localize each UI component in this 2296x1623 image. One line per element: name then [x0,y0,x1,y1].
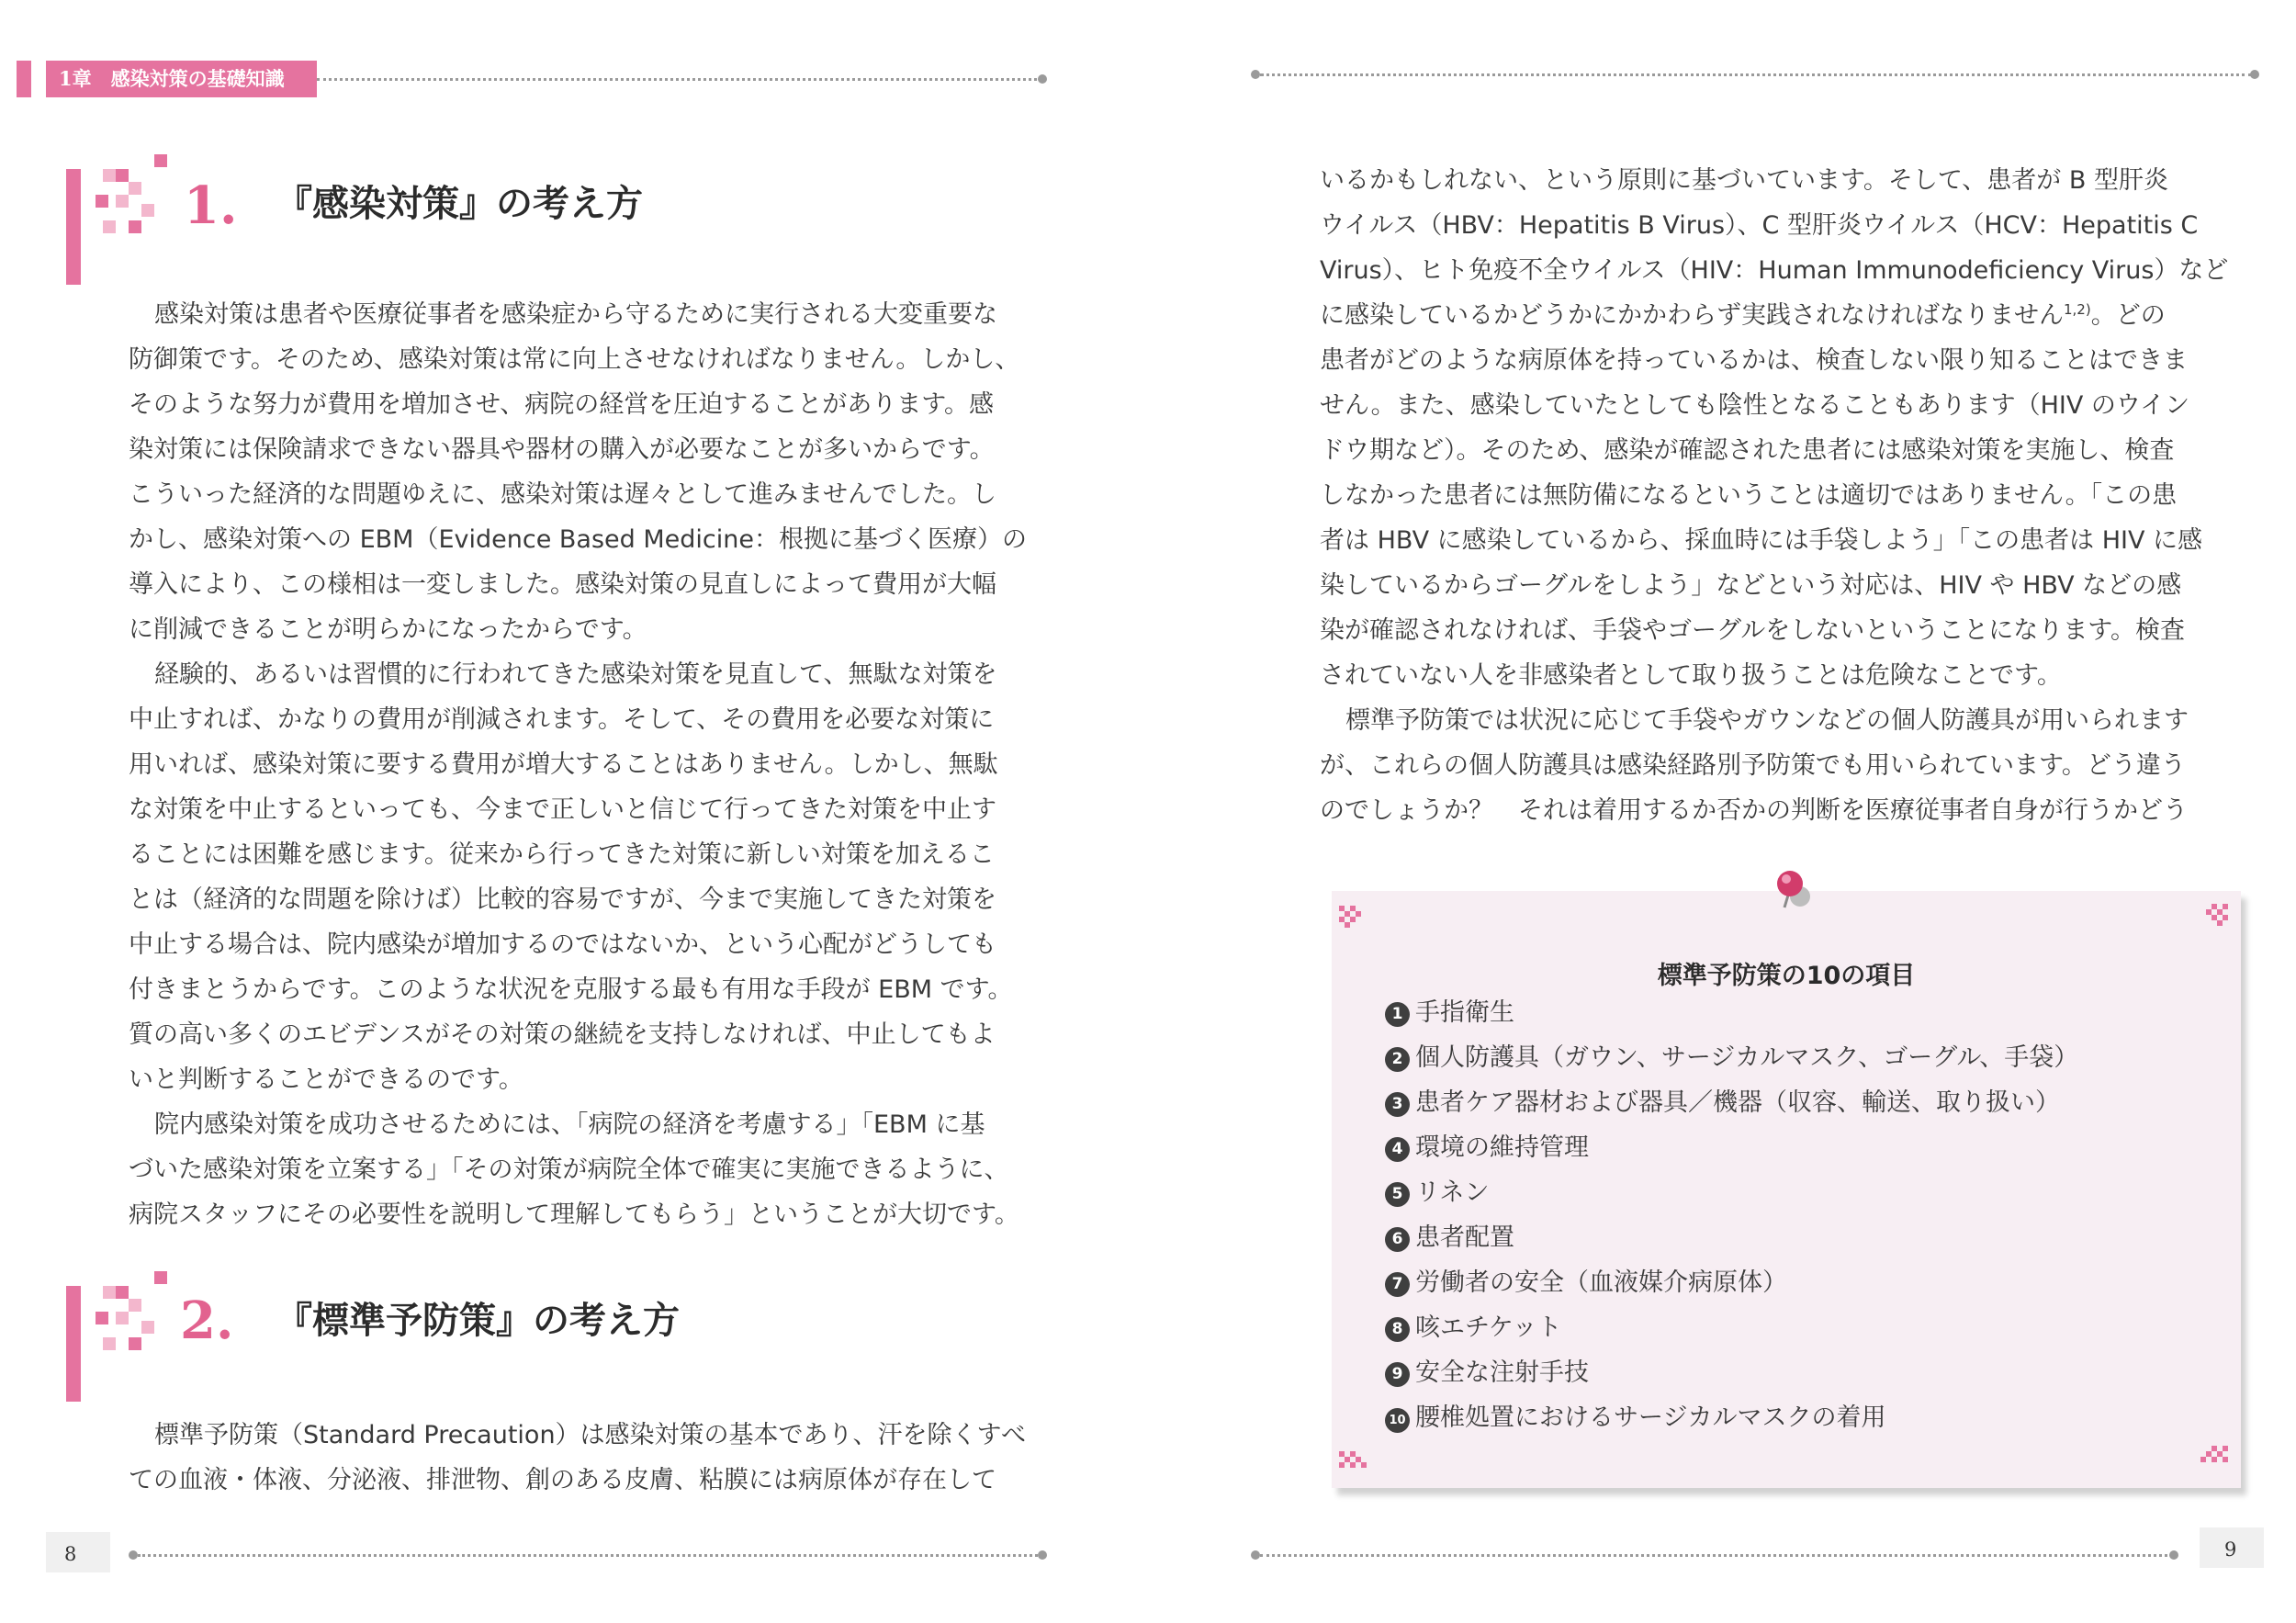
item-number-badge: 7 [1385,1272,1410,1297]
r-line-7: ドウ期など）。そのため、感染が確認された患者には感染対策を実施し、検査 [1320,436,2175,465]
item-number-badge: 6 [1385,1227,1410,1252]
box-title: 標準予防策の10の項目 [1657,962,1916,990]
s1-line-4: 染対策には保険請求できない器具や器材の購入が必要なことが多いからです。 [129,435,995,464]
s1-line-20: づいた感染対策を立案する」「その対策が病院全体で確実に実施できるように、 [129,1155,1009,1184]
footer-rule-dot-left-end [1038,1550,1047,1560]
section2-title: 『標準予防策』の考え方 [276,1299,680,1342]
item-text: 患者ケア器材および器具／機器（収容、輸送、取り扱い） [1415,1088,2060,1117]
s1-line-16: 付きまとうからです。このような状況を克服する最も有用な手段が EBM です。 [129,975,1013,1004]
list-item [1385,1224,1514,1252]
r-line-4-text: に感染しているかどうかにかかわらず実践されなければなりません [1320,301,2064,330]
s1-line-2: 防御策です。そのため、感染対策は常に向上させなければなりません。しかし、 [129,345,1020,374]
r-line-5: 患者がどのような病原体を持っているかは、検査しない限り知ることはできま [1320,346,2188,375]
s1-line-19: 院内感染対策を成功させるためには、「病院の経済を考慮する」「EBM に基 [154,1110,985,1139]
page-number-right: 9 [2224,1538,2237,1561]
s1-line-15: 中止する場合は、院内感染が増加するのではないか、という心配がどうしても [129,930,996,959]
s1-line-13: ることには困難を感じます。従来から行ってきた対策に新しい対策を加えるこ [129,840,995,869]
r-line-10: 染しているからゴーグルをしよう」などという対応は、HIV や HBV などの感 [1320,571,2182,600]
item-text: 患者配置 [1415,1223,1514,1252]
list-item [1385,1269,1787,1297]
section2-number: 2. [180,1291,234,1351]
r-line-4 [1320,302,2166,330]
s1-line-11: 用いれば、感染対策に要する費用が増大することはありません。しかし、無駄 [129,750,998,779]
s1-line-12: な対策を中止するといっても、今まで正しいと信じて行ってきた対策を中止す [129,795,996,824]
s1-line-8: に削減できることが明らかになったからです。 [129,615,647,644]
item-number-badge: 10 [1385,1408,1410,1433]
section2-bar [66,1286,81,1402]
list-item [1385,1134,1589,1162]
footer-rule-left [138,1554,1042,1557]
s1-line-18: いと判断することができるのです。 [129,1065,523,1094]
citation-ref: 1,2) [2064,301,2091,318]
r-line-2: ウイルス（HBV：Hepatitis B Virus）、C 型肝炎ウイルス（HCV：Hepatitis C [1320,211,2199,240]
page-number-left: 8 [64,1543,77,1565]
item-number-badge: 5 [1385,1182,1410,1207]
r-line-9: 者は HBV に感染しているから、採血時には手袋しよう」「この患者は HIV に感 [1320,526,2203,555]
footer-rule-dot-left [129,1550,138,1560]
item-text: 安全な注射手技 [1415,1358,1589,1387]
item-number-badge: 3 [1385,1092,1410,1117]
item-text: 腰椎処置におけるサージカルマスクの着用 [1415,1403,1886,1432]
item-text: リネン [1415,1178,1490,1207]
s2-line-2: ての血液・体液、分泌液、排泄物、創のある皮膚、粘膜には病原体が存在して [129,1466,996,1494]
s2-line-1: 標準予防策（Standard Precaution）は感染対策の基本であり、汗を除くすべ [154,1421,1027,1449]
s1-line-14: とは（経済的な問題を除けば）比較的容易ですが、今まで実施してきた対策を [129,885,996,914]
r-line-13: 標準予防策では状況に応じて手袋やガウンなどの個人防護具が用いられます [1345,706,2189,735]
s1-line-3: そのような努力が費用を増加させ、病院の経営を圧迫することがあります。感 [129,390,995,419]
s1-line-17: 質の高い多くのエビデンスがその対策の継続を支持しなければ、中止してもよ [129,1020,996,1049]
section1-title: 『感染対策』の考え方 [276,182,643,225]
header-rule-dot [1038,74,1047,84]
header-rule [317,78,1042,81]
section1-bar [66,169,81,285]
list-item [1385,1359,1589,1387]
r-line-6: せん。また、感染していたとしても陰性となることもあります（HIV のウイン [1320,391,2190,420]
header-rule-dot-right-end [2250,70,2259,79]
header-rule-right [1260,73,2252,76]
footer-rule-dot-right-end [2169,1550,2178,1560]
footer-rule-dot-right [1251,1550,1260,1560]
item-number-badge: 2 [1385,1047,1410,1072]
list-item [1385,999,1514,1027]
r-line-1: いるかもしれない、という原則に基づいています。そして、患者が B 型肝炎 [1320,166,2168,195]
item-text: 労働者の安全（血液媒介病原体） [1415,1268,1787,1297]
r-line-14: が、これらの個人防護具は感染経路別予防策でも用いられています。どう違う [1320,751,2186,780]
item-number-badge: 4 [1385,1137,1410,1162]
chapter-label: 1章 感染対策の基礎知識 [46,61,317,97]
pushpin-icon [1768,862,1823,917]
item-text: 環境の維持管理 [1415,1133,1589,1162]
r-line-3: Virus）、ヒト免疫不全ウイルス（HIV：Human Immunodeficiency Virus）など [1320,256,2229,285]
item-text: 手指衛生 [1415,998,1514,1027]
header-rule-dot-right [1251,70,1260,79]
list-item [1385,1404,1885,1433]
list-item [1385,1044,2078,1072]
item-text: 個人防護具（ガウン、サージカルマスク、ゴーグル、手袋） [1415,1043,2079,1072]
list-item [1385,1314,1562,1342]
s1-line-7: 導入により、この様相は一変しました。感染対策の見直しによって費用が大幅 [129,570,996,599]
s1-line-10: 中止すれば、かなりの費用が削減されます。そして、その費用を必要な対策に [129,705,995,734]
item-number-badge: 8 [1385,1317,1410,1342]
r-line-11: 染が確認されなければ、手袋やゴーグルをしないということになります。検査 [1320,616,2186,645]
s1-line-21: 病院スタッフにその必要性を説明して理解してもらう」ということが大切です。 [129,1200,1019,1229]
list-item [1385,1179,1489,1207]
s1-line-6: かし、感染対策への EBM（Evidence Based Medicine：根拠に基づく医療）の [129,525,1027,554]
r-line-15: のでしょうか？ それは着用するか否かの判断を医療従事者自身が行うかどう [1320,796,2188,825]
r-line-8: しなかった患者には無防備になるということは適切ではありません。「この患 [1320,481,2178,510]
section1-number: 1. [184,175,238,236]
chapter-bar-accent [17,61,31,97]
item-number-badge: 9 [1385,1362,1410,1387]
page-number-box [46,1532,110,1572]
item-number-badge: 1 [1385,1002,1410,1027]
s1-line-5: こういった経済的な問題ゆえに、感染対策は遅々として進みませんでした。し [129,480,996,509]
s1-line-1: 感染対策は患者や医療従事者を感染症から守るために実行される大変重要な [154,300,997,329]
item-text: 咳エチケット [1415,1313,1562,1342]
r-line-4-tail: 。どの [2090,301,2166,330]
s1-line-9: 経験的、あるいは習慣的に行われてきた感染対策を見直して、無駄な対策を [154,660,997,689]
list-item [1385,1089,2060,1117]
r-line-12: されていない人を非感染者として取り扱うことは危険なことです。 [1320,661,2062,690]
footer-rule-right [1260,1554,2174,1557]
